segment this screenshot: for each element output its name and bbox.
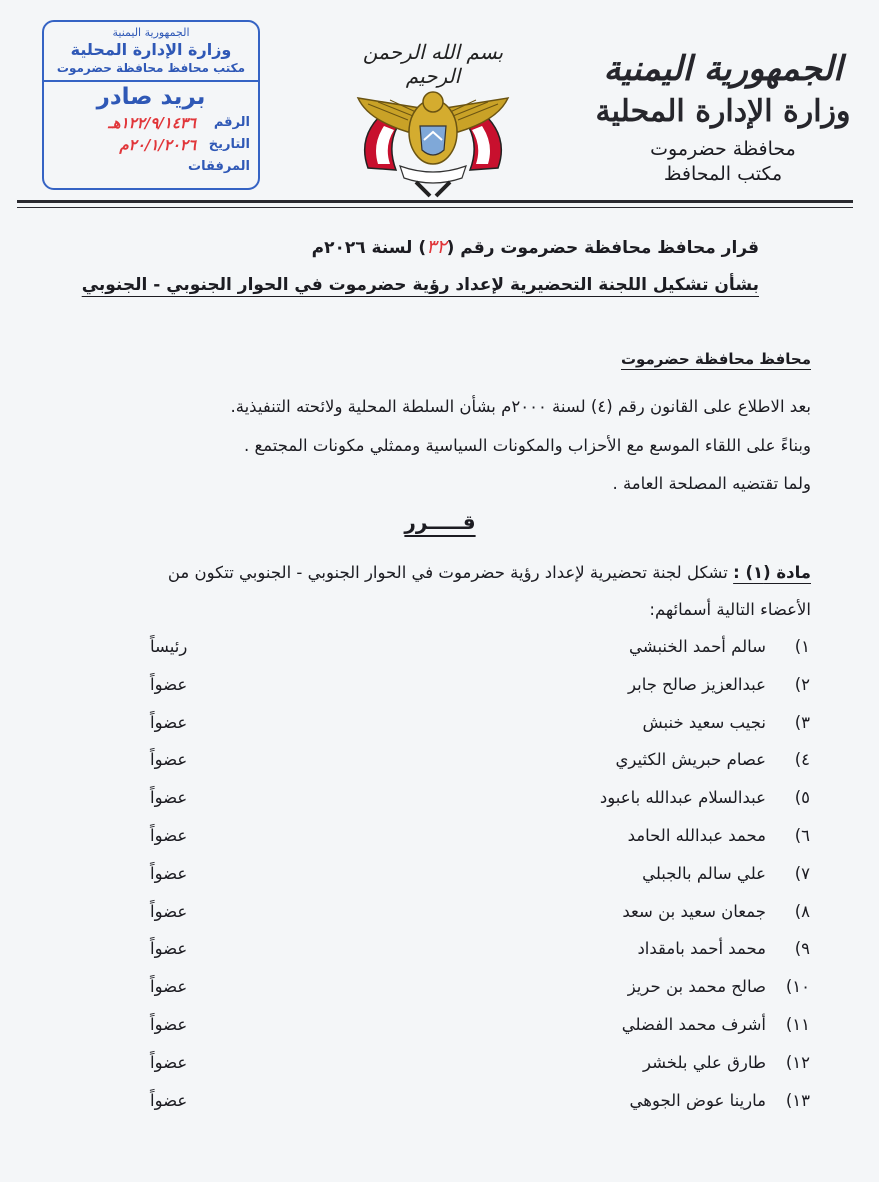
decision-title: [312, 236, 759, 258]
decision-title-prefix: قرار محافظ محافظة حضرموت رقم (: [446, 238, 759, 258]
member-name: عبدالسلام عبدالله باعبود: [599, 788, 766, 808]
member-number: ١): [794, 637, 810, 656]
member-number: ٣): [794, 712, 810, 732]
letterhead-governorate: محافظة حضرموت: [650, 138, 796, 160]
member-role: عضواً: [150, 863, 188, 883]
member-row: [150, 788, 810, 816]
member-role: عضواً: [150, 826, 188, 845]
stamp-date-row: [52, 134, 250, 156]
letterhead-ministry: وزارة الإدارة المحلية: [595, 94, 851, 129]
member-name: جمعان سعيد بن سعد: [622, 901, 766, 921]
member-name: علي سالم بالجبلي: [642, 863, 766, 883]
outgoing-mail-stamp: [42, 20, 260, 190]
header-rule-thin: [17, 207, 853, 208]
stamp-number-label: الرقم: [213, 115, 250, 130]
member-name: محمد أحمد بامقداد: [637, 939, 766, 959]
member-role: عضواً: [150, 674, 188, 694]
member-name: طارق علي بلخشر: [642, 1052, 766, 1072]
stamp-date-label: التاريخ: [208, 137, 250, 152]
preamble-line-1: بعد الاطلاع على القانون رقم (٤) لسنة ٢٠٠٠م بشأن السلطة المحلية ولائحته التنفيذية.: [230, 397, 811, 416]
member-number: ٥): [794, 788, 810, 808]
article-1: [168, 563, 811, 582]
article-label: مادة (١) :: [733, 563, 811, 582]
member-role: عضواً: [150, 788, 188, 808]
member-name: مارينا عوض الجوهي: [629, 1090, 766, 1110]
stamp-office: مكتب محافظ محافظة حضرموت: [56, 61, 246, 75]
member-number: ١٠): [785, 977, 810, 997]
member-role: عضواً: [150, 1090, 188, 1110]
governor-heading: محافظ محافظة حضرموت: [620, 350, 811, 368]
member-name: أشرف محمد الفضلي: [621, 1015, 766, 1034]
member-row: [150, 939, 810, 967]
national-emblem: [338, 40, 528, 200]
member-name: عصام حبريش الكثيري: [615, 750, 766, 770]
member-row: [150, 826, 810, 854]
member-row: [150, 1015, 810, 1043]
member-row: [150, 864, 810, 892]
member-role: عضواً: [150, 1015, 188, 1034]
stamp-number-value: ١٢٢/٩/١٤٣٦هـ: [108, 114, 196, 132]
member-row: [150, 637, 810, 665]
member-number: ٤): [794, 750, 810, 770]
member-role: عضواً: [150, 901, 188, 921]
member-number: ٢): [794, 674, 810, 694]
basmala: بسم الله الرحمن الرحيم: [362, 40, 504, 88]
member-number: ١١): [785, 1015, 810, 1034]
letterhead-republic: الجمهورية اليمنية: [603, 49, 843, 89]
letterhead-office: مكتب المحافظ: [663, 163, 783, 185]
member-name: سالم أحمد الخنبشي: [628, 637, 766, 656]
decision-title-suffix: ) لسنة ٢٠٢٦م: [311, 238, 427, 258]
decision-subtitle: بشأن تشكيل اللجنة التحضيرية لإعداد رؤية حضرموت في الحوار الجنوبي - الجنوبي: [81, 275, 759, 295]
stamp-mail-label: بريد صادر: [96, 84, 206, 110]
member-role: رئيساً: [150, 637, 188, 656]
eagle-emblem-icon: [338, 40, 528, 200]
member-row: [150, 750, 810, 778]
member-role: عضواً: [150, 750, 188, 770]
member-number: ٦): [794, 826, 810, 845]
member-row: [150, 1091, 810, 1119]
preamble-line-3: ولما تقتضيه المصلحة العامة .: [612, 474, 811, 493]
member-number: ٨): [794, 901, 810, 921]
member-name: عبدالعزيز صالح جابر: [628, 674, 766, 694]
member-name: محمد عبدالله الحامد: [627, 826, 766, 845]
stamp-republic: الجمهورية اليمنية: [112, 26, 190, 39]
member-name: نجيب سعيد خنبش: [642, 712, 766, 732]
stamp-attachments-row: [52, 156, 250, 178]
member-row: [150, 902, 810, 930]
member-number: ١٣): [785, 1090, 810, 1110]
member-role: عضواً: [150, 1052, 188, 1072]
member-role: عضواً: [150, 712, 188, 732]
header-rule-thick: [17, 200, 853, 203]
decision-number: ٣٢: [426, 236, 447, 258]
member-name: صالح محمد بن حريز: [627, 977, 766, 997]
member-row: [150, 977, 810, 1005]
stamp-number-row: [52, 112, 250, 134]
stamp-attachments-label: المرفقات: [188, 159, 250, 174]
preamble-line-2: وبناءً على اللقاء الموسع مع الأحزاب والمكونات السياسية وممثلي مكونات المجتمع .: [243, 436, 811, 455]
member-number: ٧): [794, 863, 810, 883]
member-row: [150, 1053, 810, 1081]
member-role: عضواً: [150, 939, 188, 959]
decided-heading: قـــــرر: [404, 510, 476, 534]
member-role: عضواً: [150, 977, 188, 997]
article-text: تشكل لجنة تحضيرية لإعداد رؤية حضرموت في الحوار الجنوبي - الجنوبي تتكون من: [167, 563, 728, 582]
member-row: [150, 713, 810, 741]
member-number: ٩): [794, 939, 810, 959]
letterhead: [593, 46, 853, 186]
article-continuation: الأعضاء التالية أسمائهم:: [649, 600, 811, 619]
member-row: [150, 675, 810, 703]
member-number: ١٢): [785, 1052, 810, 1072]
stamp-date-value: ٢٠/١/٢٠٢٦م: [119, 136, 196, 154]
stamp-ministry: وزارة الإدارة المحلية: [70, 40, 232, 59]
